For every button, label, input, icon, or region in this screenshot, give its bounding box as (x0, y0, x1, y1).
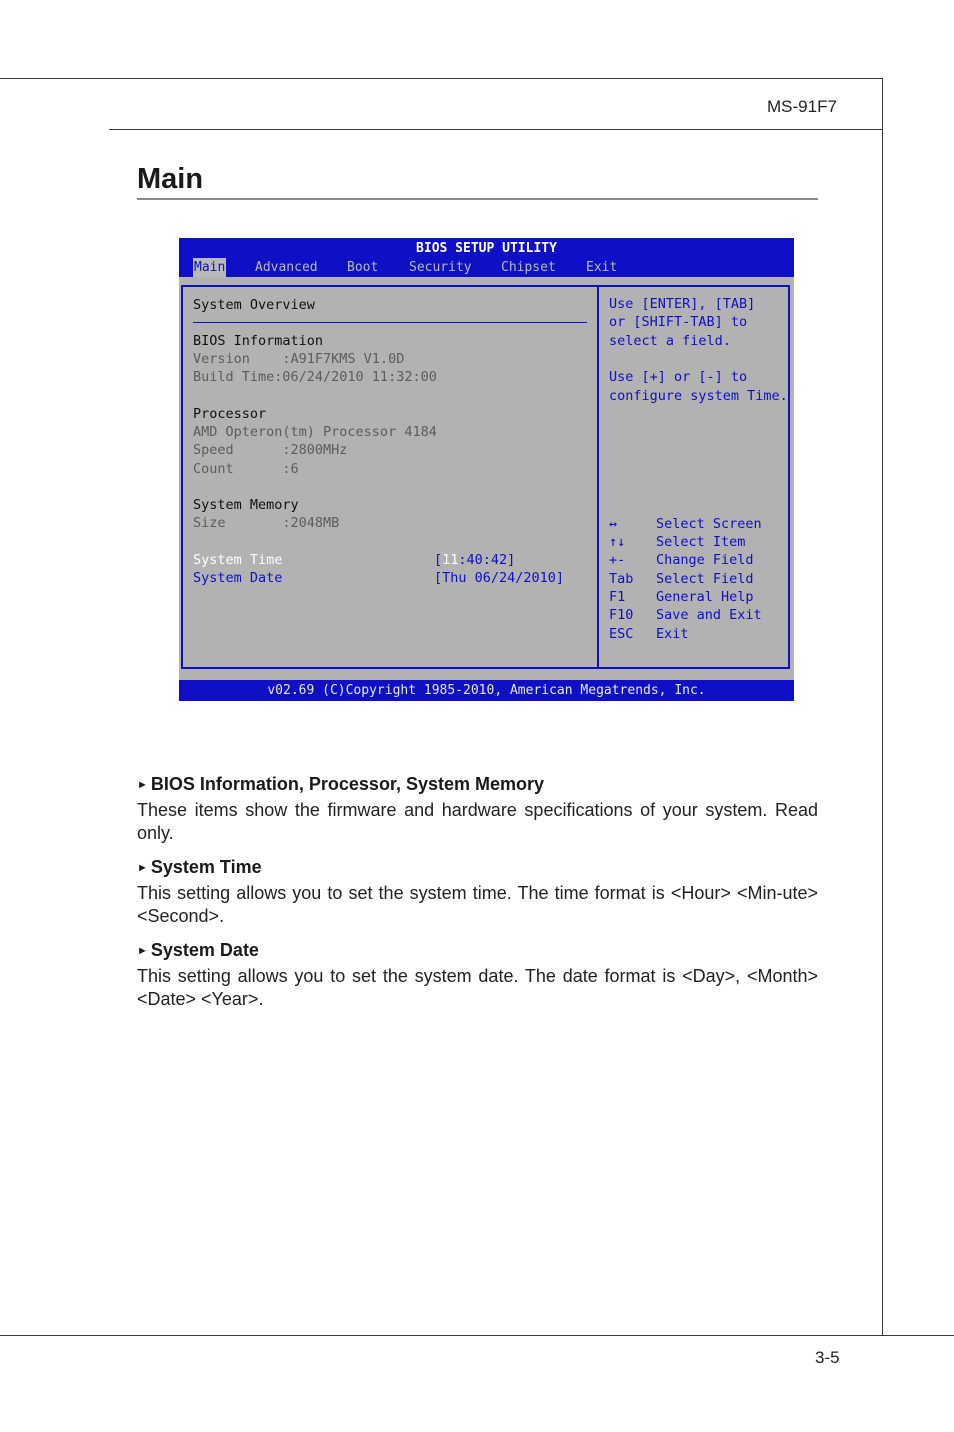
bios-version: Version :A91F7KMS V1.0D (193, 351, 405, 367)
bios-info-label: BIOS Information (193, 333, 324, 349)
section-heading-bios-info (137, 774, 544, 795)
help-line-1: Use [ENTER], [TAB] (609, 296, 756, 312)
section-heading-system-date (137, 940, 259, 961)
bios-title: BIOS SETUP UTILITY (416, 241, 557, 256)
key-f1: F1 (609, 589, 626, 605)
bios-build-time: Build Time:06/24/2010 11:32:00 (193, 369, 437, 385)
help-line-3: select a field. (609, 333, 731, 349)
top-rule (0, 78, 883, 79)
triangle-bullet-icon: ► (137, 862, 148, 874)
bottom-rule (0, 1335, 954, 1336)
system-memory-label: System Memory (193, 497, 299, 513)
page-title: Main (137, 163, 204, 195)
key-f10: F10 (609, 607, 634, 623)
menu-tab-boot[interactable]: Boot (347, 260, 379, 275)
model-number: MS-91F7 (767, 97, 837, 116)
key-f1-action: General Help (656, 589, 754, 605)
menu-tab-advanced[interactable]: Advanced (255, 260, 318, 275)
system-time-rest: :40:42] (458, 552, 516, 568)
key-select-screen-action: Select Screen (656, 516, 762, 532)
page-number: 3-5 (815, 1348, 840, 1367)
memory-size: Size :2048MB (193, 515, 340, 531)
key-esc-action: Exit (656, 626, 689, 642)
section-text-system-time: This setting allows you to set the system time. The time format is <Hour> <Min-ute> <Second>. (137, 883, 818, 926)
menu-tab-main[interactable]: Main (194, 260, 226, 275)
system-time-hour[interactable]: 11 (442, 552, 459, 568)
key-f10-action: Save and Exit (656, 607, 762, 623)
triangle-bullet-icon: ► (137, 945, 148, 957)
system-date-field[interactable]: [Thu 06/24/2010] (434, 570, 565, 586)
system-time-label[interactable]: System Time (193, 552, 283, 568)
system-time-field[interactable] (434, 551, 515, 569)
section-text-bios-info: These items show the firmware and hardware specifications of your system. Read only. (137, 800, 818, 843)
help-line-5: configure system Time. (609, 388, 788, 404)
bios-screen (179, 238, 794, 701)
triangle-bullet-icon: ► (137, 779, 148, 791)
system-overview-label: System Overview (193, 297, 315, 313)
bios-menu-bar (179, 258, 794, 277)
processor-count: Count :6 (193, 461, 299, 477)
section-text-system-date: This setting allows you to set the system date. The date format is <Day>, <Month> <Date> <Year>. (137, 966, 818, 1009)
bios-divider (597, 285, 599, 669)
help-line-4: Use [+] or [-] to (609, 369, 748, 385)
section-heading-text: System Date (150, 940, 259, 960)
key-esc: ESC (609, 626, 634, 642)
section-heading-text: BIOS Information, Processor, System Memory (150, 774, 545, 794)
key-change-field-action: Change Field (656, 552, 754, 568)
processor-speed: Speed :2800MHz (193, 442, 348, 458)
title-underline (137, 198, 818, 200)
key-select-item-action: Select Item (656, 534, 746, 550)
key-tab: Tab (609, 571, 634, 587)
section-heading-system-time (137, 857, 262, 878)
section-heading-text: System Time (150, 857, 262, 877)
key-select-item: ↑↓ (609, 534, 626, 550)
menu-tab-chipset[interactable]: Chipset (501, 260, 556, 275)
bios-copyright: v02.69 (C)Copyright 1985-2010, American Megatrends, Inc. (179, 680, 794, 701)
system-time-open: [ (434, 552, 443, 568)
key-change-field: +- (609, 552, 626, 568)
right-rule (882, 78, 883, 1335)
menu-tab-security[interactable]: Security (409, 260, 472, 275)
processor-label: Processor (193, 406, 267, 422)
help-line-2: or [SHIFT-TAB] to (609, 314, 748, 330)
key-select-screen: ↔ (609, 516, 618, 532)
system-date-label[interactable]: System Date (193, 570, 283, 586)
key-tab-action: Select Field (656, 571, 754, 587)
menu-tab-exit[interactable]: Exit (586, 260, 618, 275)
header-rule (109, 129, 883, 130)
overview-underline (193, 322, 587, 323)
processor-name: AMD Opteron(tm) Processor 4184 (193, 424, 437, 440)
